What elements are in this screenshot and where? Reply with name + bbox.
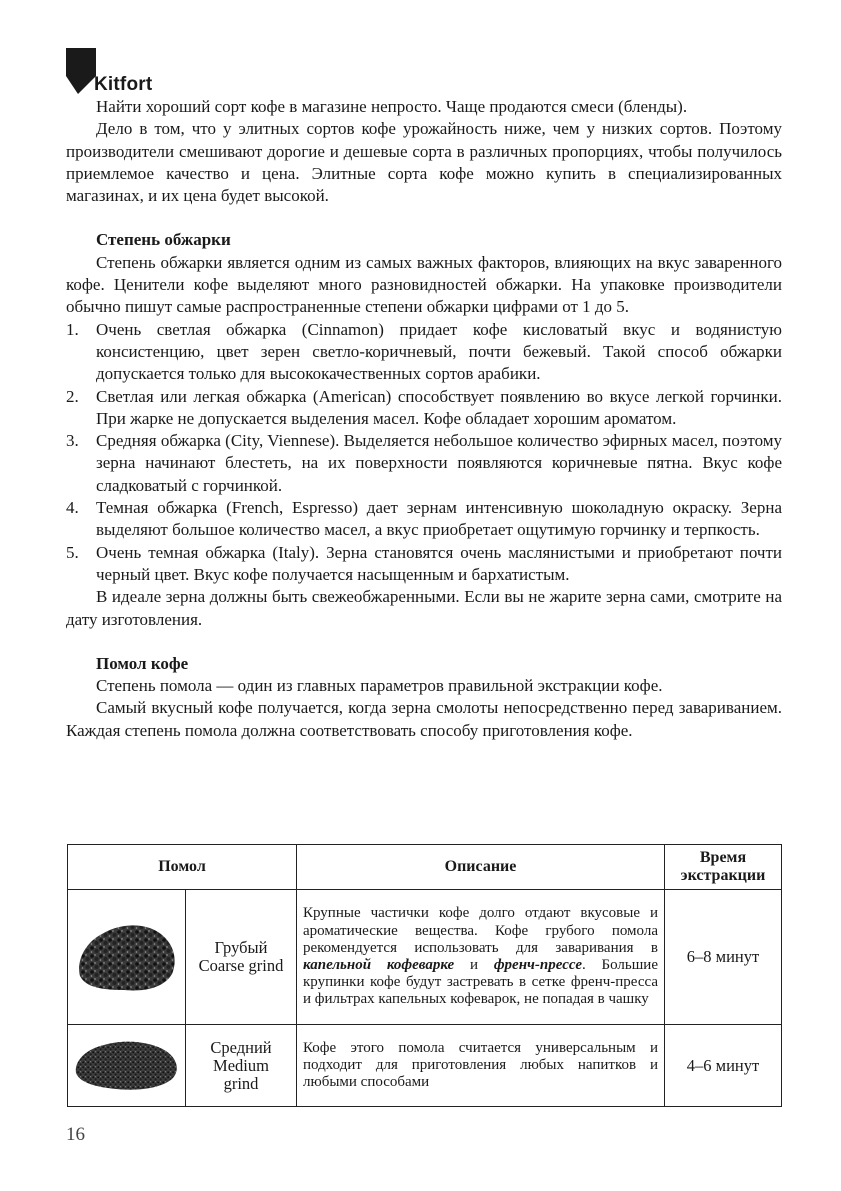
grind-name-en: Coarse grind [198, 956, 284, 975]
grind-paragraph-2: Самый вкусный кофе получается, когда зерна смолоты непосредственно перед завариванием. Каждая степень помола должна соответствовать способу приготовления кофе. [66, 698, 782, 740]
table-header-row [68, 845, 782, 890]
roast-item-1 [66, 319, 782, 386]
kitfort-logo-mark [66, 48, 96, 94]
roast-list [66, 319, 782, 587]
medium-grind-image [68, 1025, 186, 1107]
intro-paragraph-2: Дело в том, что у элитных сортов кофе урожайность ниже, чем у низких сортов. Поэтому производители смешивают дорогие и дешевые сорта в различных пропорциях, чтобы получилось приемлемое качество и цена. Элитные сорта кофе можно купить в специализированных магазинах, и их цена будет высокой. [66, 119, 782, 206]
table-row [68, 890, 782, 1025]
grind-name-en-1: Medium [213, 1055, 269, 1075]
desc-text: и [454, 957, 494, 973]
table-row [68, 1025, 782, 1107]
header-grind: Помол [68, 845, 297, 890]
grind-name-ru: Средний [210, 1037, 272, 1057]
grind-paragraph-1: Степень помола — один из главных параметров правильной экстракции кофе. [96, 676, 663, 696]
desc-text: Крупные частички кофе долго отдают вкусовые и ароматические вещества. Кофе грубого помола рекомендуется использовать для заваривания в [303, 905, 658, 956]
page-number: 16 [66, 1124, 85, 1145]
header-time-line1: Время [699, 849, 747, 866]
medium-grind-time: 4–6 минут [665, 1025, 782, 1107]
intro-paragraph-1: Найти хороший сорт кофе в магазине непросто. Чаще продаются смеси (бленды). [96, 97, 688, 116]
desc-text: . Большие крупинки кофе будут застревать в сетке френч-пресса и фильтрах капельных кофеварок, не попадая в чашку [303, 957, 658, 1008]
roast-outro: В идеале зерна должны быть свежеобжаренными. Если вы не жарите зерна сами, смотрите на дату изготовления. [66, 587, 782, 629]
roast-item-text: Темная обжарка (French, Espresso) дает зернам интенсивную шоколадную окраску. Зерна выделяют большое количество масел, а вкус приобретает ощутимую горчинку и терпкость. [96, 498, 782, 540]
kitfort-logo [66, 48, 176, 96]
roast-item-text: Очень светлая обжарка (Cinnamon) придает кофе кисловатый вкус и водянистую консистенцию, цвет зерен светло-коричневый, почти бежевый. Такой способ обжарки допускается только для высококачественных сортов арабики. [96, 319, 782, 384]
desc-emphasis-french-press: френч-прессе [493, 957, 582, 973]
header-time-line2: экстракции [680, 867, 766, 884]
grind-name-ru: Грубый [214, 938, 268, 957]
medium-coffee-grounds-image [72, 1031, 182, 1095]
coarse-grind-time: 6–8 минут [665, 890, 782, 1025]
header-time [665, 845, 782, 890]
grind-heading: Помол кофе [96, 653, 189, 673]
roast-intro: Степень обжарки является одним из самых важных факторов, влияющих на вкус заваренного кофе. Ценители кофе выделяют много разновидностей обжарки. На упаковке производители обычно пишут самые распространенные степени обжарки цифрами от 1 до 5. [66, 252, 782, 317]
roast-item-number: 3. [66, 431, 79, 451]
roast-item-number: 4. [66, 498, 79, 518]
roast-item-number: 5. [66, 542, 79, 562]
coarse-coffee-grounds-image [72, 914, 182, 996]
grind-table [67, 844, 782, 1107]
header-description: Описание [297, 845, 665, 890]
grind-name-en-2: grind [223, 1073, 259, 1093]
roast-heading: Степень обжарки [96, 230, 231, 250]
roast-item-text: Светлая или легкая обжарка (American) способствует появлению во вкусе легкой горчинки. При жарке не допускается выделения масел. Кофе обладает хорошим ароматом. [96, 386, 782, 428]
roast-item-5 [66, 542, 782, 587]
roast-item-4 [66, 497, 782, 542]
medium-grind-name [186, 1025, 297, 1107]
roast-item-2 [66, 386, 782, 431]
medium-grind-description: Кофе этого помола считается универсальным и подходит для приготовления любых напитков и любыми способами [297, 1025, 665, 1107]
coarse-grind-image [68, 890, 186, 1025]
coarse-grind-name [186, 890, 297, 1025]
roast-item-text: Очень темная обжарка (Italy). Зерна становятся очень маслянистыми и приобретают почти черный цвет. Вкус кофе получается насыщенным и бархатистым. [96, 542, 782, 584]
brand-name: Kitfort [94, 74, 153, 95]
desc-emphasis-drip: капельной кофеварке [303, 957, 455, 973]
coarse-grind-description [297, 890, 665, 1025]
page-content [66, 96, 782, 742]
roast-item-number: 2. [66, 386, 79, 406]
roast-item-text: Средняя обжарка (City, Viennese). Выделяется небольшое количество эфирных масел, поэтому зерна начинают блестеть, на их поверхности появляются коричневые пятна. Вкус кофе сладковатый с горчинкой. [96, 431, 782, 495]
roast-item-3 [66, 430, 782, 497]
roast-item-number: 1. [66, 319, 79, 339]
